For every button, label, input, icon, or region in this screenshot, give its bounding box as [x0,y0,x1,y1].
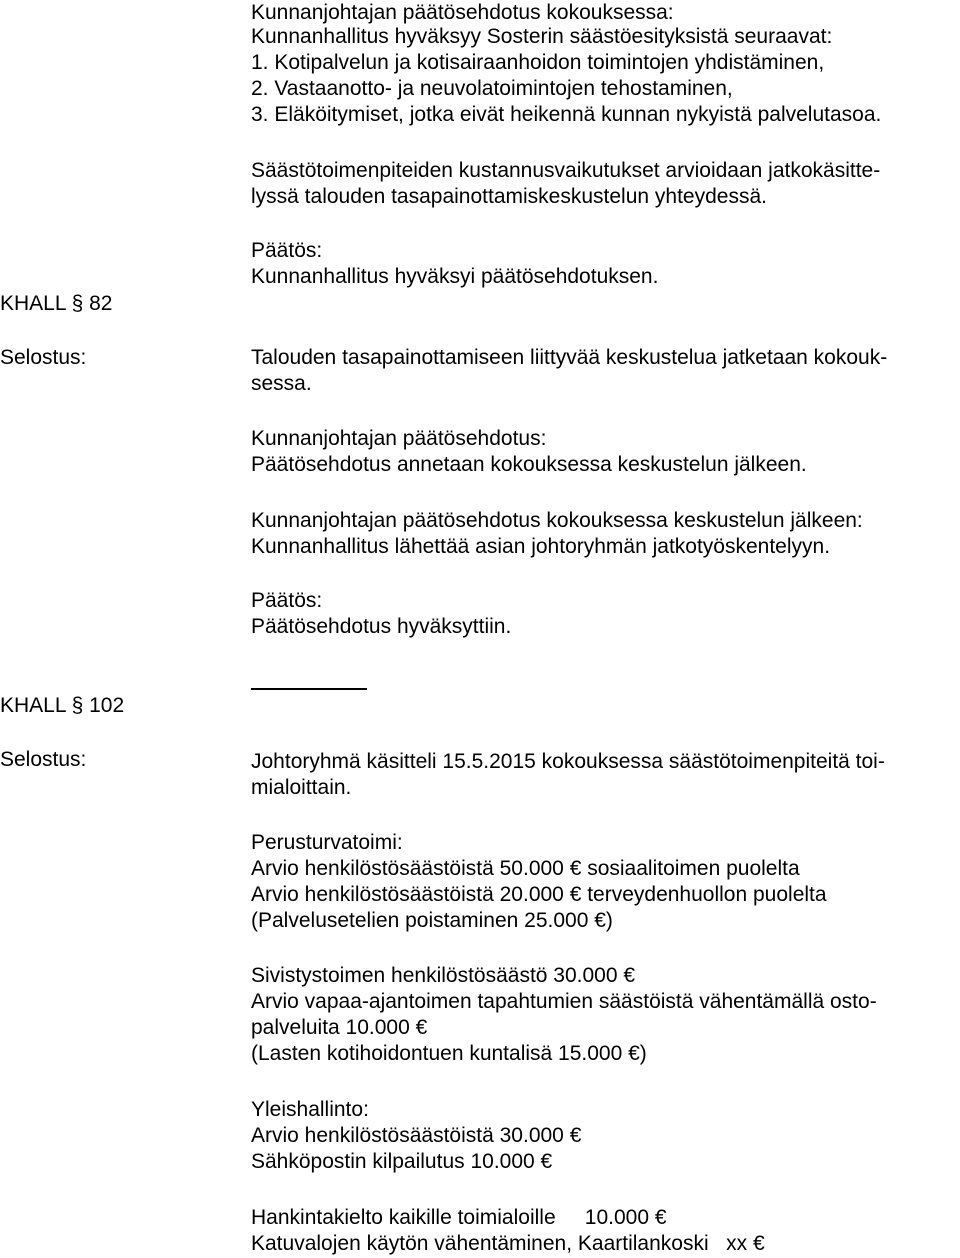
selostus-label: Selostus: [0,748,87,771]
sivistys-item-2: Arvio vapaa-ajantoimen tapahtumien säästöistä vähentämällä osto- [251,990,877,1013]
proposal-item-2: 2. Vastaanotto- ja neuvolatoimintojen tehostaminen, [251,77,733,100]
proposal-item-3: 3. Eläköitymiset, jotka eivät heikennä kunnan nykyistä palvelutasoa. [251,103,882,126]
khall-82-reference: KHALL § 82 [0,292,113,315]
proposal-item-1: 1. Kotipalvelun ja kotisairaanhoidon toimintojen yhdistäminen, [251,51,825,74]
mayor-proposal-meeting-text: Kunnanhallitus lähettää asian johtoryhmän jatkotyöskentelyyn. [251,535,831,558]
decision-text: Päätösehdotus hyväksyttiin. [251,615,512,638]
mayor-proposal-label: Kunnanjohtajan päätösehdotus: [251,427,547,450]
decision-text: Kunnanhallitus hyväksyi päätösehdotuksen. [251,265,659,288]
decision-label: Päätös: [251,589,323,612]
perusturva-item-1: Arvio henkilöstösäästöistä 50.000 € sosiaalitoimen puolelta [251,857,800,880]
yleishallinto-label: Yleishallinto: [251,1098,369,1121]
mayor-proposal-text: Päätösehdotus annetaan kokouksessa keskustelun jälkeen. [251,453,807,476]
perusturva-item-3: (Palvelusetelien poistaminen 25.000 €) [251,909,613,932]
perusturva-label: Perusturvatoimi: [251,831,403,854]
decision-label: Päätös: [251,239,323,262]
proposal-heading: Kunnanjohtajan päätösehdotus kokouksessa: [251,1,674,24]
section-divider [251,688,367,690]
yleishallinto-item-2: Sähköpostin kilpailutus 10.000 € [251,1150,553,1173]
cost-paragraph-line-2: lyssä talouden tasapainottamiskeskustelun yhteydessä. [251,185,767,208]
sivistys-item-3: palveluita 10.000 € [251,1016,428,1039]
selostus-text-line-1: Talouden tasapainottamiseen liittyvää keskustelua jatketaan kokouk- [251,346,888,369]
sivistys-item-1: Sivistystoimen henkilöstösäästö 30.000 € [251,964,636,987]
selostus-label: Selostus: [0,346,87,369]
selostus-text-line-1: Johtoryhmä käsitteli 15.5.2015 kokouksessa säästötoimenpiteitä toi- [251,750,885,773]
proposal-intro: Kunnanhallitus hyväksyy Sosterin säästöesityksistä seuraavat: [251,25,833,48]
selostus-text-line-2: sessa. [251,372,312,395]
selostus-text-line-2: mialoittain. [251,776,352,799]
yleishallinto-item-1: Arvio henkilöstösäästöistä 30.000 € [251,1124,582,1147]
street-lights-item: Katuvalojen käytön vähentäminen, Kaartilankoski xx € [251,1232,765,1255]
procurement-ban-item: Hankintakielto kaikille toimialoille 10.000 € [251,1206,667,1229]
mayor-proposal-meeting-label: Kunnanjohtajan päätösehdotus kokouksessa keskustelun jälkeen: [251,509,863,532]
perusturva-item-2: Arvio henkilöstösäästöistä 20.000 € terveydenhuollon puolelta [251,883,827,906]
khall-102-reference: KHALL § 102 [0,694,125,717]
sivistys-item-4: (Lasten kotihoidontuen kuntalisä 15.000 €) [251,1042,647,1065]
cost-paragraph-line-1: Säästötoimenpiteiden kustannusvaikutukset arvioidaan jatkokäsitte- [251,159,881,182]
